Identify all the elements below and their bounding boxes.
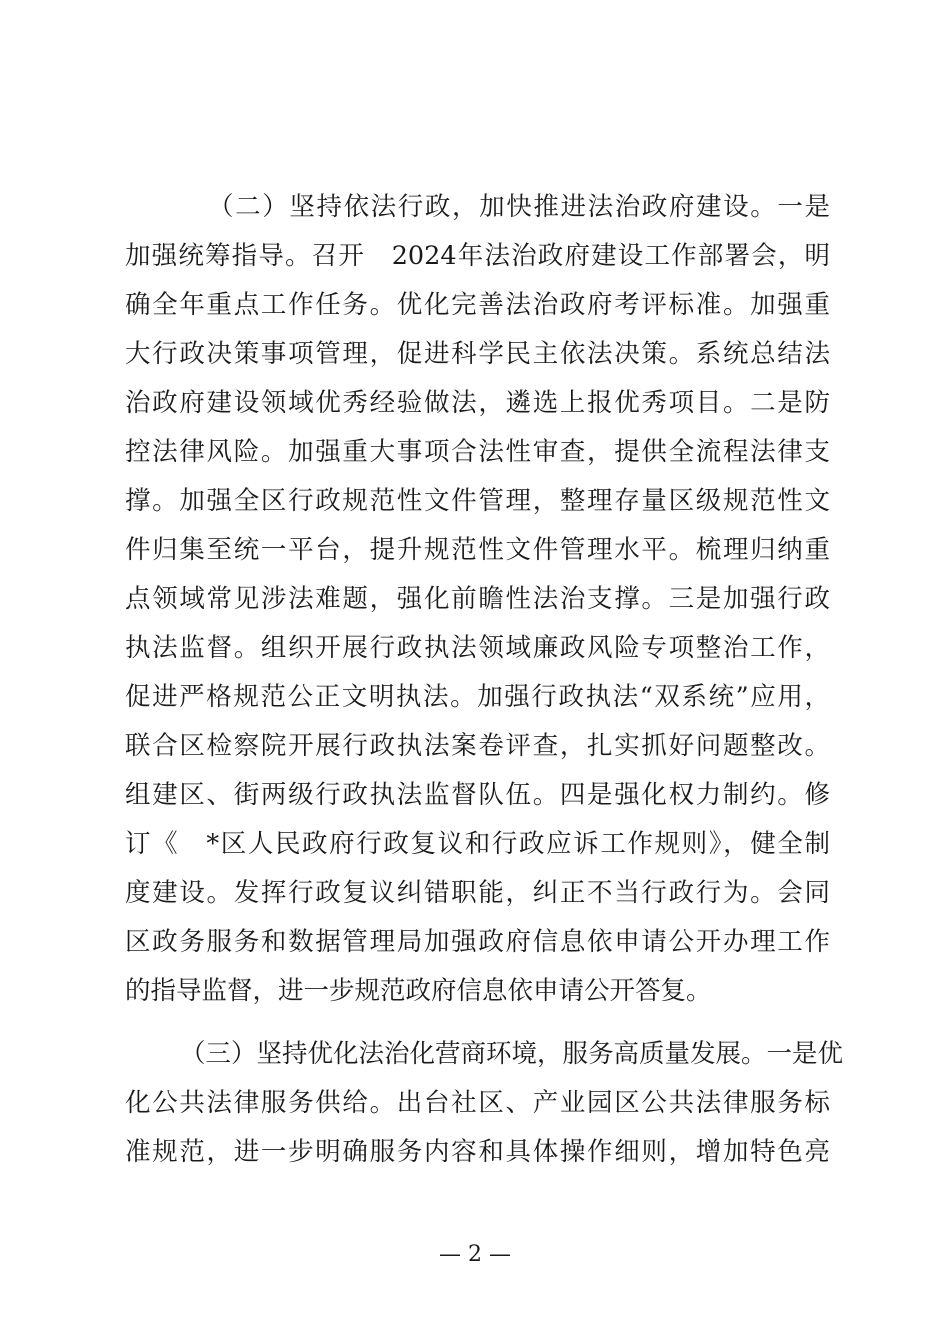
text-line: 区政务服务和数据管理局加强政府信息依申请公开办理工作 bbox=[125, 927, 830, 957]
text-line: 促进严格规范公正文明执法。加强行政执法“双系统”应用， bbox=[125, 682, 830, 712]
text-line: 执法监督。组织开展行政执法领域廉政风险专项整治工作， bbox=[125, 633, 830, 663]
text-line: 点领域常见涉法难题，强化前瞻性法治支撑。三是加强行政 bbox=[125, 584, 830, 614]
text-line: 控法律风险。加强重大事项合法性审查，提供全流程法律支 bbox=[125, 437, 830, 467]
text-line: 联合区检察院开展行政执法案卷评查，扎实抓好问题整改。 bbox=[125, 731, 830, 761]
text-line: 订《 *区人民政府行政复议和行政应诉工作规则》，健全制 bbox=[125, 829, 830, 859]
text-line: （二）坚持依法行政，加快推进法治政府建设。一是 bbox=[208, 192, 830, 222]
text-line: 治政府建设领域优秀经验做法，遴选上报优秀项目。二是防 bbox=[125, 388, 830, 418]
text-line: 的指导监督，进一步规范政府信息依申请公开答复。 bbox=[125, 976, 712, 1006]
text-line: （三）坚持优化法治化营商环境，服务高质量发展。一是优 bbox=[180, 1039, 844, 1069]
text-line: 确全年重点工作任务。优化完善法治政府考评标准。加强重 bbox=[125, 290, 830, 320]
text-line: 加强统筹指导。召开 2024年法治政府建设工作部署会，明 bbox=[125, 241, 830, 271]
text-line: 件归集至统一平台，提升规范性文件管理水平。梳理归纳重 bbox=[125, 535, 830, 565]
text-line: 度建设。发挥行政复议纠错职能，纠正不当行政行为。会同 bbox=[125, 878, 830, 908]
text-line: 撑。加强全区行政规范性文件管理，整理存量区级规范性文 bbox=[125, 486, 830, 516]
text-line: 组建区、街两级行政执法监督队伍。四是强化权力制约。修 bbox=[125, 780, 830, 810]
text-line: 大行政决策事项管理，促进科学民主依法决策。系统总结法 bbox=[125, 339, 830, 369]
text-line: 准规范，进一步明确服务内容和具体操作细则，增加特色亮 bbox=[125, 1137, 830, 1167]
page-number: — 2 — bbox=[439, 1242, 511, 1267]
text-line: 化公共法律服务供给。出台社区、产业园区公共法律服务标 bbox=[125, 1088, 830, 1118]
